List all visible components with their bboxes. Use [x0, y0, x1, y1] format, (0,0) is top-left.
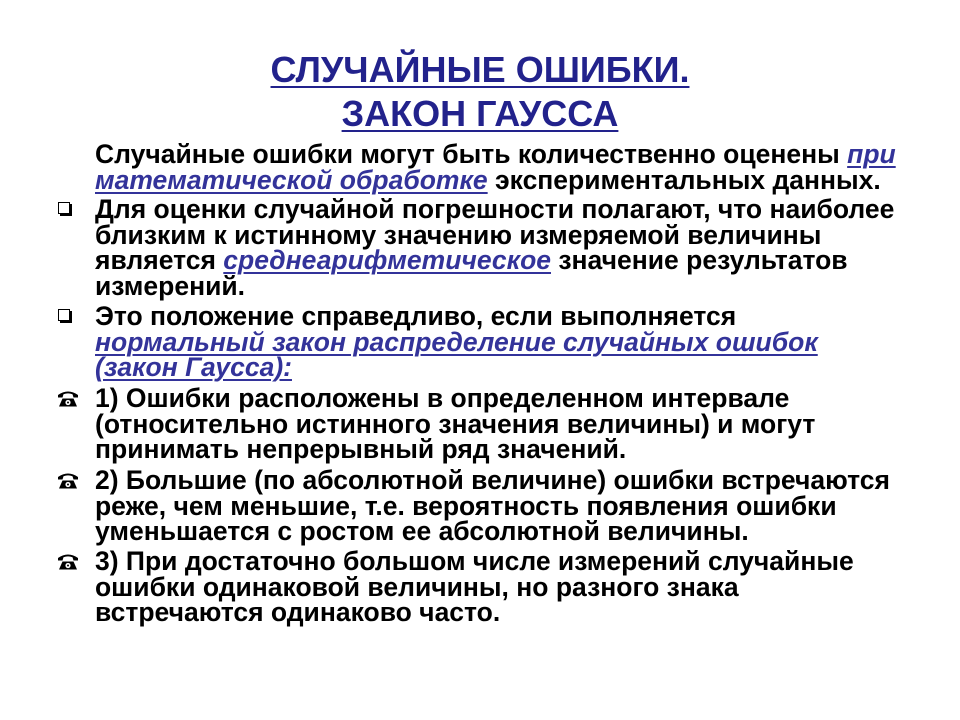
checkbox-bullet-icon — [58, 309, 70, 321]
link-pri[interactable]: при — [847, 139, 896, 169]
title-line-1 — [0, 48, 960, 92]
bullet-1-line-4 — [95, 270, 894, 301]
property-2-line-3 — [95, 516, 890, 546]
bullet-normal-law — [95, 301, 818, 382]
property-1-text-1: 1) Ошибки расположены в определенном интервале — [95, 383, 790, 413]
property-2-text-2: реже, чем меньшие, т.е. вероятность появления ошибки — [95, 490, 837, 521]
bullet-1-text-3a: является — [95, 245, 224, 275]
gauss-property-2 — [95, 465, 890, 546]
slide-title — [0, 48, 960, 136]
link-gauss-law[interactable]: (закон Гаусса): — [95, 352, 292, 382]
intro-line-2 — [95, 164, 896, 195]
link-normal-distribution-law[interactable]: нормальный закон распределение случайных ошибок — [95, 326, 818, 357]
telephone-icon — [57, 389, 79, 407]
bullet-2-line-3 — [95, 352, 818, 382]
property-1-line-3 — [95, 434, 815, 464]
bullet-1-text-2: близким к истинному значению измеряемой величины — [95, 219, 822, 250]
intro-paragraph — [95, 139, 896, 195]
title-line-1-text: СЛУЧАЙНЫЕ ОШИБКИ. — [270, 49, 690, 90]
telephone-icon — [57, 471, 79, 489]
title-line-2-text: ЗАКОН ГАУССА — [341, 93, 619, 134]
title-line-2 — [0, 92, 960, 136]
telephone-icon — [57, 552, 79, 570]
gauss-property-1 — [95, 383, 816, 464]
property-3-text-1: 3) При достаточно большом числе измерений случайные — [95, 546, 854, 576]
bullet-1-text-1: Для оценки случайной погрешности полагают, что наиболее — [95, 194, 895, 224]
property-1-text-3: принимать непрерывный ряд значений. — [95, 434, 627, 464]
gauss-property-3 — [95, 546, 854, 627]
bullet-mean-value — [95, 194, 895, 301]
property-3-text-2: ошибки одинаковой величины, но разного знака — [95, 571, 739, 602]
intro-text-1: Случайные ошибки могут быть количественно оценены — [95, 139, 848, 169]
link-arithmetic-mean[interactable]: среднеарифметическое — [223, 245, 551, 275]
property-2-text-1: 2) Большие (по абсолютной величине) ошибки встречаются — [95, 465, 890, 495]
bullet-1-text-3b: значение результатов — [551, 245, 848, 275]
property-3-line-3 — [95, 597, 854, 627]
property-3-text-3: встречаются одинаково часто. — [95, 597, 501, 627]
intro-text-2: экспериментальных данных. — [487, 164, 881, 195]
bullet-2-text-1: Это положение справедливо, если выполняется — [95, 301, 737, 331]
link-math-processing[interactable]: математической обработке — [95, 164, 488, 195]
property-2-text-3: уменьшается с ростом ее абсолютной величины. — [95, 516, 749, 546]
checkbox-bullet-icon — [58, 202, 70, 214]
property-1-text-2: (относительно истинного значения величины) и могут — [95, 408, 816, 439]
bullet-1-text-4: измерений. — [95, 270, 246, 301]
